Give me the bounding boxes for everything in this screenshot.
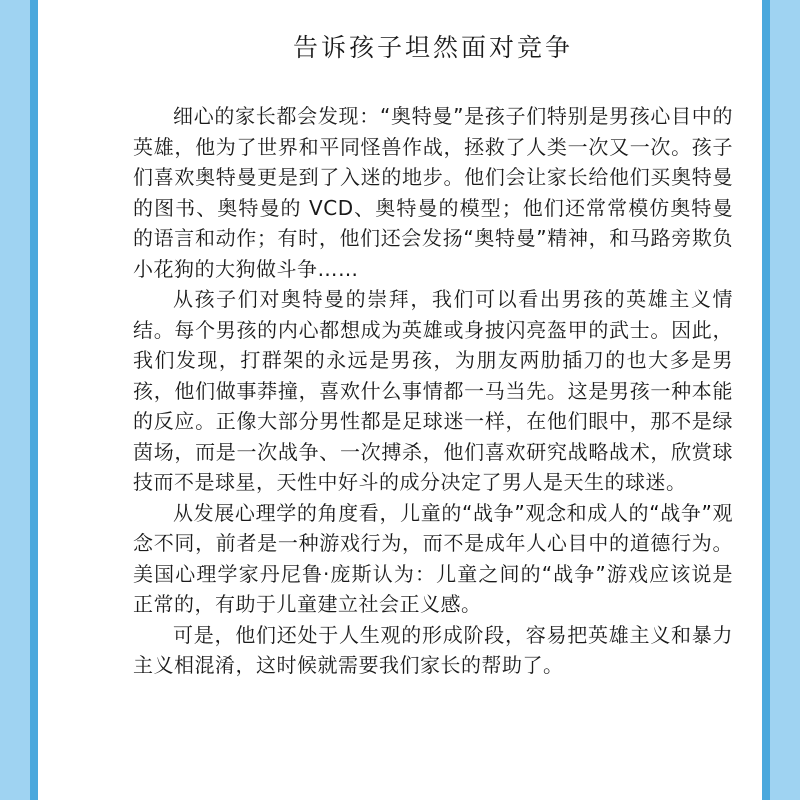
paragraph: 细心的家长都会发现：“奥特曼”是孩子们特别是男孩心目中的英雄，他为了世界和平同怪兽作战，拯救了人类一次又一次。孩子们喜欢奥特曼更是到了入迷的地步。他们会让家长给他们买奥特曼的图书、奥特曼的 VCD、奥特曼的模型；他们还常常模仿奥特曼的语言和动作；有时，他们还会发扬“奥特曼”精神，和马路旁欺负小花狗的大狗做斗争……	[133, 104, 733, 281]
paragraph: 可是，他们还处于人生观的形成阶段，容易把英雄主义和暴力主义相混淆，这时候就需要我们家长的帮助了。	[133, 622, 733, 677]
paragraph: 从发展心理学的角度看，儿童的“战争”观念和成人的“战争”观念不同，前者是一种游戏行为，而不是成年人心目中的道德行为。美国心理学家丹尼鲁·庞斯认为：儿童之间的“战争”游戏应该说是正常的，有助于儿童建立社会正义感。	[133, 500, 733, 616]
book-page	[38, 0, 762, 800]
page-title: 告诉孩子坦然面对竞争	[292, 33, 573, 62]
article	[133, 24, 733, 681]
paragraph: 从孩子们对奥特曼的崇拜，我们可以看出男孩的英雄主义情结。每个男孩的内心都想成为英雄或身披闪亮盔甲的武士。因此，我们发现，打群架的永远是男孩，为朋友两肋插刀的也大多是男孩，他们做事莽撞，喜欢什么事情都一马当先。这是男孩一种本能的反应。正像大部分男性都是足球迷一样，在他们眼中，那不是绿茵场，而是一次战争、一次搏杀，他们喜欢研究战略战术，欣赏球技而不是球星，天性中好斗的成分决定了男人是天生的球迷。	[133, 287, 733, 494]
